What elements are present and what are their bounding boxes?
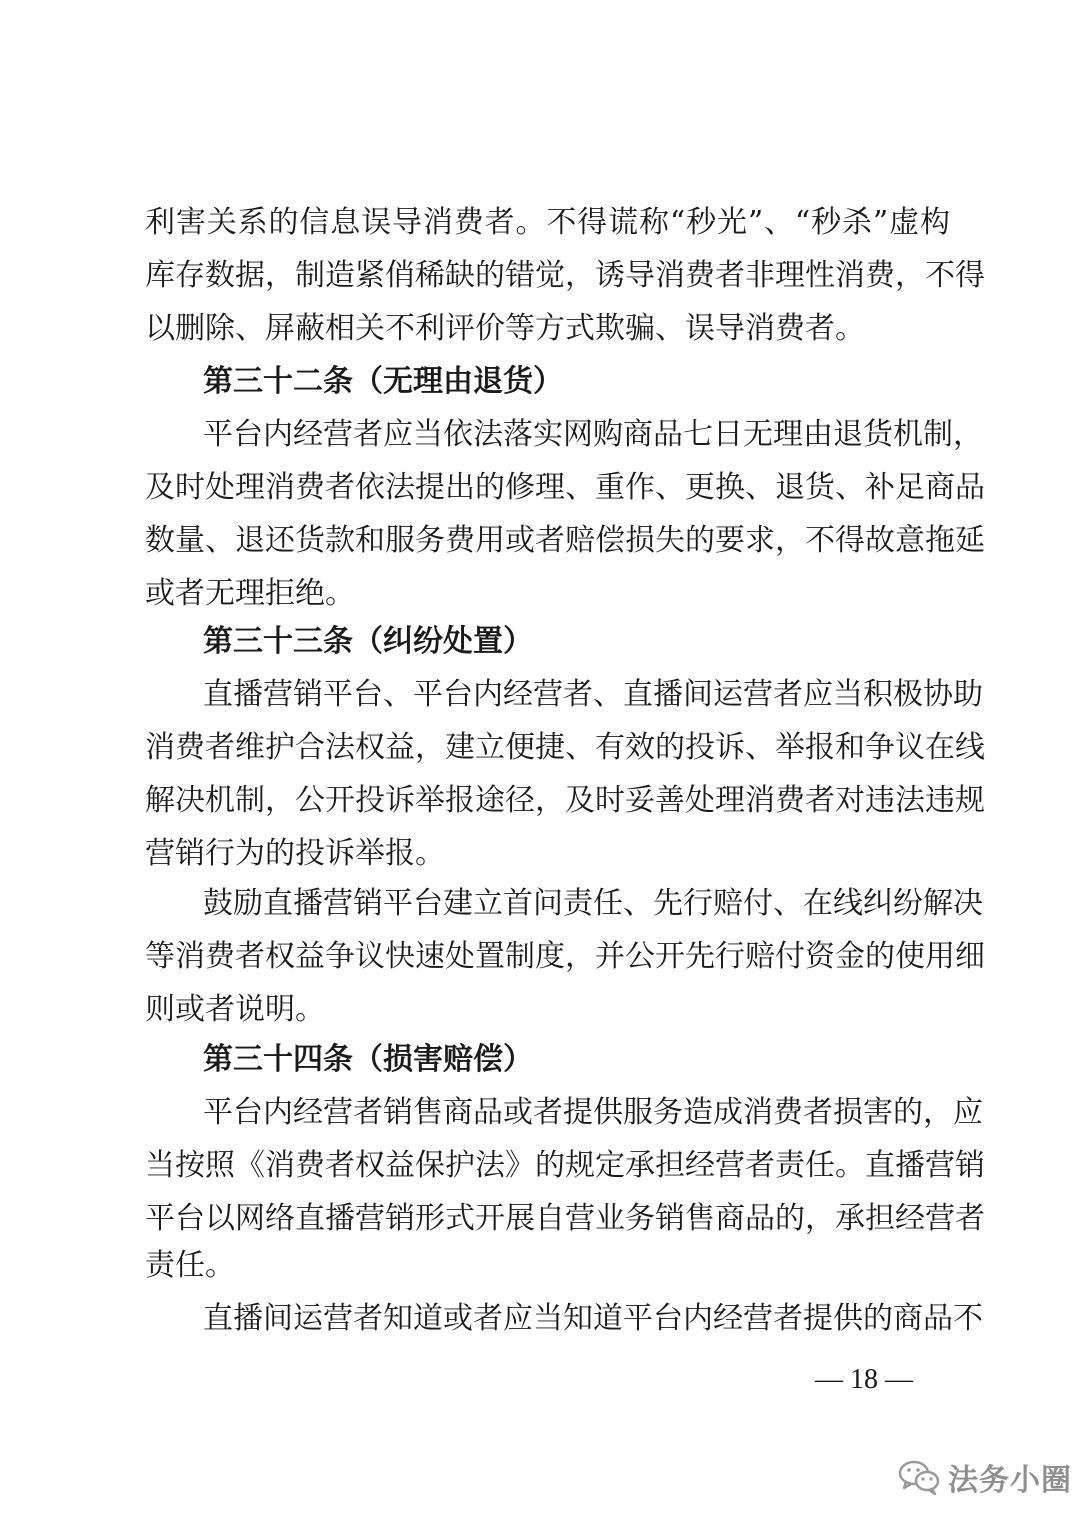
body-line: 平台内经营者应当依法落实网购商品七日无理由退货机制，: [203, 417, 983, 452]
body-line: 利害关系的信息误导消费者。不得谎称“秒光”、“秒杀”虚构: [145, 205, 950, 240]
body-line: 或者无理拒绝。: [145, 576, 355, 611]
body-line: 鼓励直播营销平台建立首问责任、先行赔付、在线纠纷解决: [203, 886, 983, 921]
page-number: — 18 —: [815, 1364, 913, 1395]
body-line: 等消费者权益争议快速处置制度，并公开先行赔付资金的使用细: [145, 939, 985, 974]
watermark-text: 法务小圈: [948, 1463, 1072, 1498]
article-heading: 第三十四条（损害赔偿）: [203, 1042, 533, 1077]
article-heading: 第三十二条（无理由退货）: [203, 364, 563, 399]
body-line: 直播营销平台、平台内经营者、直播间运营者应当积极协助: [203, 677, 983, 712]
body-line: 当按照《消费者权益保护法》的规定承担经营者责任。直播营销: [145, 1148, 985, 1183]
body-line: 解决机制，公开投诉举报途径，及时妥善处理消费者对违法违规: [145, 783, 985, 818]
body-line: 直播间运营者知道或者应当知道平台内经营者提供的商品不: [203, 1301, 983, 1336]
body-line: 以删除、屏蔽相关不利评价等方式欺骗、误导消费者。: [145, 311, 865, 346]
body-line: 及时处理消费者依法提出的修理、重作、更换、退货、补足商品: [145, 470, 985, 505]
body-line: 消费者维护合法权益，建立便捷、有效的投诉、举报和争议在线: [145, 730, 985, 765]
body-line: 则或者说明。: [145, 992, 325, 1027]
body-line: 数量、退还货款和服务费用或者赔偿损失的要求，不得故意拖延: [145, 523, 985, 558]
watermark: [898, 1452, 1072, 1502]
body-line: 责任。: [145, 1248, 235, 1283]
article-heading: 第三十三条（纠纷处置）: [203, 624, 533, 659]
wechat-icon: [898, 1459, 940, 1495]
body-line: 营销行为的投诉举报。: [145, 836, 445, 871]
body-line: 平台以网络直播营销形式开展自营业务销售商品的，承担经营者: [145, 1201, 985, 1236]
body-line: 平台内经营者销售商品或者提供服务造成消费者损害的，应: [203, 1095, 983, 1130]
body-line: 库存数据，制造紧俏稀缺的错觉，诱导消费者非理性消费，不得: [145, 258, 985, 293]
